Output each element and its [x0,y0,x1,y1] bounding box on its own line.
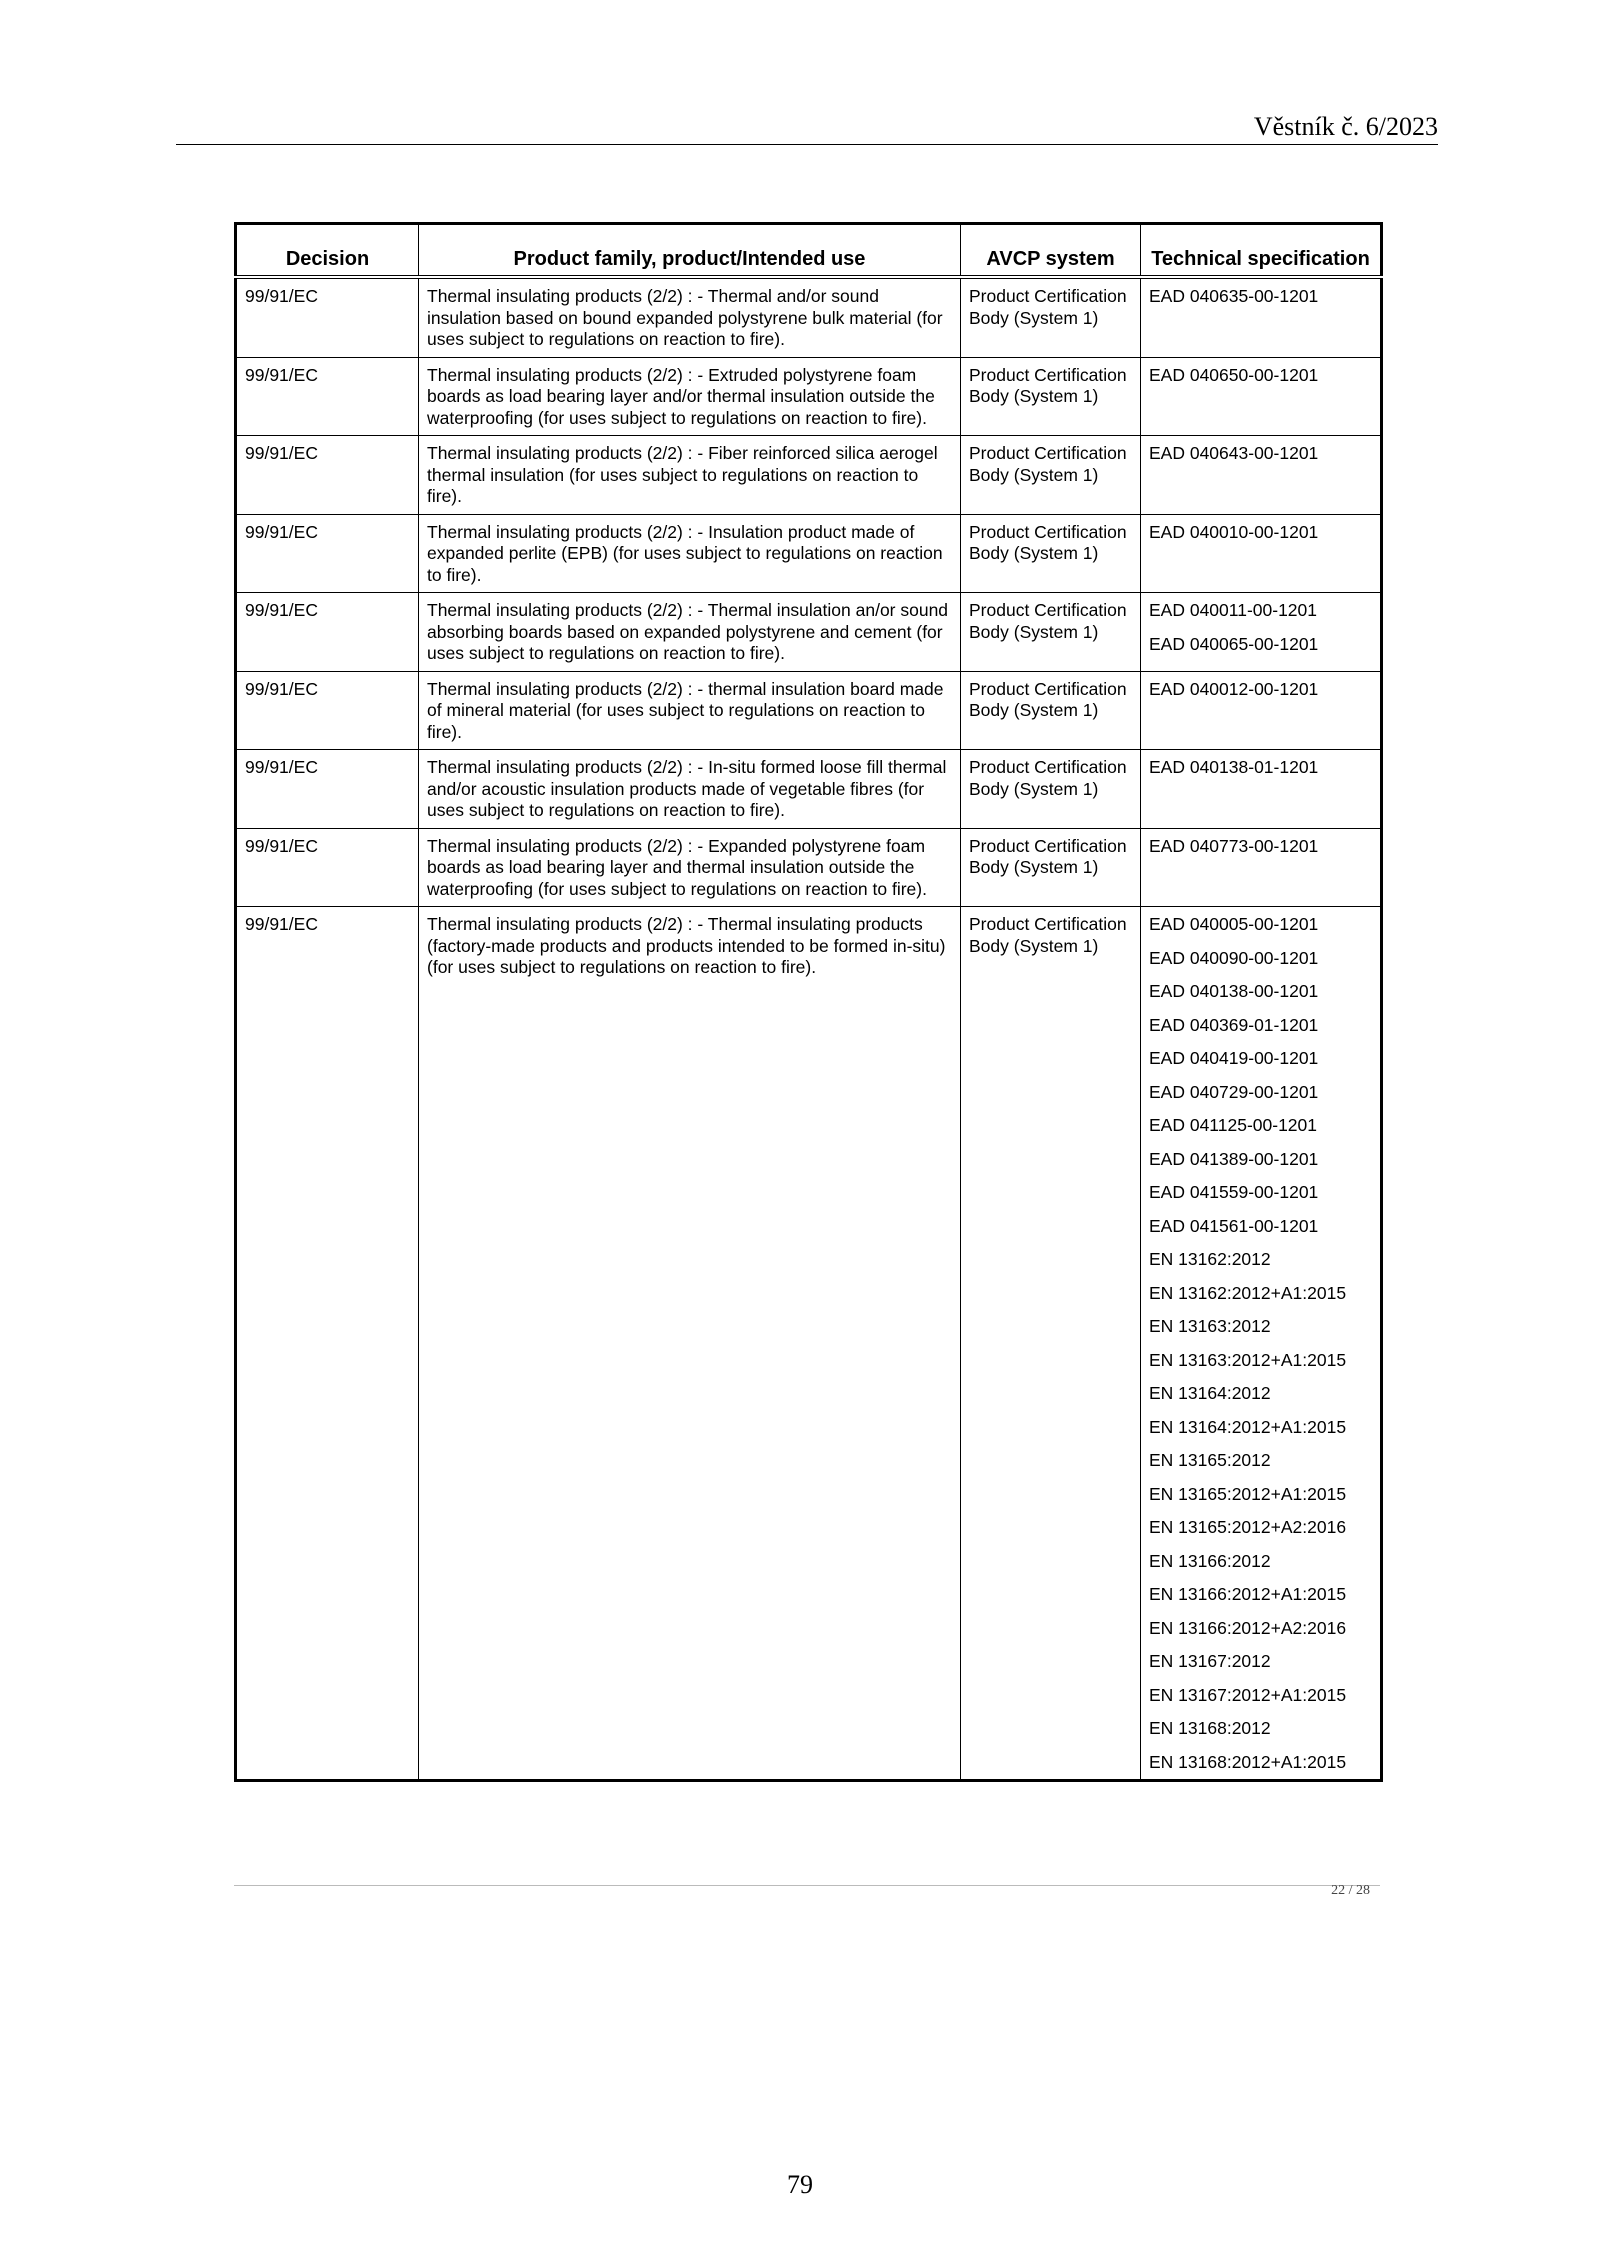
specification-item: EAD 041561-00-1201 [1149,1215,1319,1236]
specification-item: EN 13162:2012 [1149,1249,1271,1269]
cell-avcp: Product Certification Body (System 1) [961,907,1141,1781]
cell-decision: 99/91/EC [236,907,419,1781]
cell-avcp: Product Certification Body (System 1) [961,750,1141,829]
specification-item: EAD 041389-00-1201 [1149,1148,1319,1169]
specification-item: EAD 041559-00-1201 [1149,1182,1319,1202]
specification-item: EN 13165:2012 [1149,1450,1271,1470]
table-row [236,357,1382,436]
table-body [236,277,1382,1781]
specification-item: EAD 040012-00-1201 [1149,678,1319,699]
decision-table [234,222,1383,1782]
cell-specifications [1141,277,1382,357]
specification-item: EN 13164:2012+A1:2015 [1149,1416,1347,1437]
journal-title: Věstník č. 6/2023 [1253,112,1438,141]
specification-item: EAD 040729-00-1201 [1149,1081,1319,1102]
specification-item: EAD 040011-00-1201 [1149,600,1317,620]
cell-avcp: Product Certification Body (System 1) [961,357,1141,436]
cell-product: Thermal insulating products (2/2) : - Thermal insulation an/or sound absorbing boards based on expanded polystyrene and cement (for uses subject to regulations on reaction to fire). [419,593,961,672]
specification-item: EN 13166:2012+A1:2015 [1149,1584,1347,1604]
specification-item: EN 13164:2012 [1149,1383,1271,1403]
specification-item: EAD 041125-00-1201 [1149,1115,1317,1135]
header-product-family: Product family, product/Intended use [419,224,961,278]
specification-item: EAD 040005-00-1201 [1149,914,1319,934]
header-technical-specification: Technical specification [1141,224,1382,278]
specification-item: EN 13165:2012+A1:2015 [1149,1483,1347,1504]
cell-decision: 99/91/EC [236,436,419,515]
specification-item: EAD 040369-01-1201 [1149,1014,1319,1035]
specification-item: EAD 040773-00-1201 [1149,835,1319,856]
table-row [236,907,1382,1781]
cell-decision: 99/91/EC [236,593,419,672]
header-decision: Decision [236,224,419,278]
cell-avcp: Product Certification Body (System 1) [961,277,1141,357]
specification-item: EN 13162:2012+A1:2015 [1149,1282,1347,1303]
specification-item: EAD 040090-00-1201 [1149,947,1319,968]
cell-avcp: Product Certification Body (System 1) [961,671,1141,750]
cell-decision: 99/91/EC [236,750,419,829]
cell-avcp: Product Certification Body (System 1) [961,514,1141,593]
specification-item: EN 13168:2012 [1149,1718,1271,1738]
cell-specifications [1141,907,1382,1781]
specification-item: EAD 040138-00-1201 [1149,981,1319,1001]
page-separator [234,1885,1380,1886]
specification-item: EAD 040650-00-1201 [1149,364,1319,385]
cell-product: Thermal insulating products (2/2) : - Expanded polystyrene foam boards as load bearing layer and thermal insulation outside the waterproofing (for uses subject to regulations on reaction to fire). [419,828,961,907]
specification-item: EAD 040419-00-1201 [1149,1048,1319,1068]
specification-item: EN 13167:2012 [1149,1651,1271,1671]
specification-item: EN 13163:2012+A1:2015 [1149,1349,1347,1370]
cell-avcp: Product Certification Body (System 1) [961,436,1141,515]
cell-decision: 99/91/EC [236,277,419,357]
cell-decision: 99/91/EC [236,357,419,436]
specification-item: EN 13166:2012+A2:2016 [1149,1617,1347,1638]
table-row [236,436,1382,515]
inner-page-number: 22 / 28 [1331,1883,1370,1898]
specification-item: EN 13167:2012+A1:2015 [1149,1684,1347,1705]
specification-item: EAD 040010-00-1201 [1149,521,1319,542]
running-header [176,112,1438,145]
cell-product: Thermal insulating products (2/2) : - Insulation product made of expanded perlite (EPB) (for uses subject to regulations on reaction to fire). [419,514,961,593]
cell-product: Thermal insulating products (2/2) : - Fiber reinforced silica aerogel thermal insulation (for uses subject to regulations on reaction to fire). [419,436,961,515]
cell-product: Thermal insulating products (2/2) : - Thermal and/or sound insulation based on bound expanded polystyrene bulk material (for uses subject to regulations on reaction to fire). [419,277,961,357]
cell-decision: 99/91/EC [236,671,419,750]
cell-product: Thermal insulating products (2/2) : - In-situ formed loose fill thermal and/or acoustic insulation products made of vegetable fibres (for uses subject to regulations on reaction to fire). [419,750,961,829]
specification-item: EN 13165:2012+A2:2016 [1149,1517,1347,1537]
specification-item: EN 13163:2012 [1149,1316,1271,1336]
table-row [236,593,1382,672]
table-header-row [236,224,1382,278]
cell-specifications [1141,593,1382,672]
page-number: 79 [787,2170,813,2199]
cell-specifications [1141,750,1382,829]
table-row [236,671,1382,750]
specification-item: EAD 040138-01-1201 [1149,757,1319,777]
cell-avcp: Product Certification Body (System 1) [961,593,1141,672]
header-avcp-system: AVCP system [961,224,1141,278]
specification-item: EAD 040635-00-1201 [1149,286,1319,306]
table-row [236,277,1382,357]
specification-item: EAD 040065-00-1201 [1149,633,1319,654]
cell-decision: 99/91/EC [236,514,419,593]
cell-specifications [1141,671,1382,750]
cell-specifications [1141,436,1382,515]
specification-item: EN 13166:2012 [1149,1550,1271,1571]
cell-product: Thermal insulating products (2/2) : - thermal insulation board made of mineral material (for uses subject to regulations on reaction to fire). [419,671,961,750]
specification-item: EAD 040643-00-1201 [1149,443,1319,463]
cell-specifications [1141,357,1382,436]
cell-specifications [1141,828,1382,907]
table-row [236,514,1382,593]
table-row [236,750,1382,829]
table-row [236,828,1382,907]
cell-avcp: Product Certification Body (System 1) [961,828,1141,907]
cell-specifications [1141,514,1382,593]
cell-product: Thermal insulating products (2/2) : - Thermal insulating products (factory-made products and products intended to be formed in-situ) (for uses subject to regulations on reaction to fire). [419,907,961,1781]
specification-item: EN 13168:2012+A1:2015 [1149,1751,1347,1772]
cell-decision: 99/91/EC [236,828,419,907]
cell-product: Thermal insulating products (2/2) : - Extruded polystyrene foam boards as load bearing layer and/or thermal insulation outside the waterproofing (for uses subject to regulations on reaction to fire). [419,357,961,436]
